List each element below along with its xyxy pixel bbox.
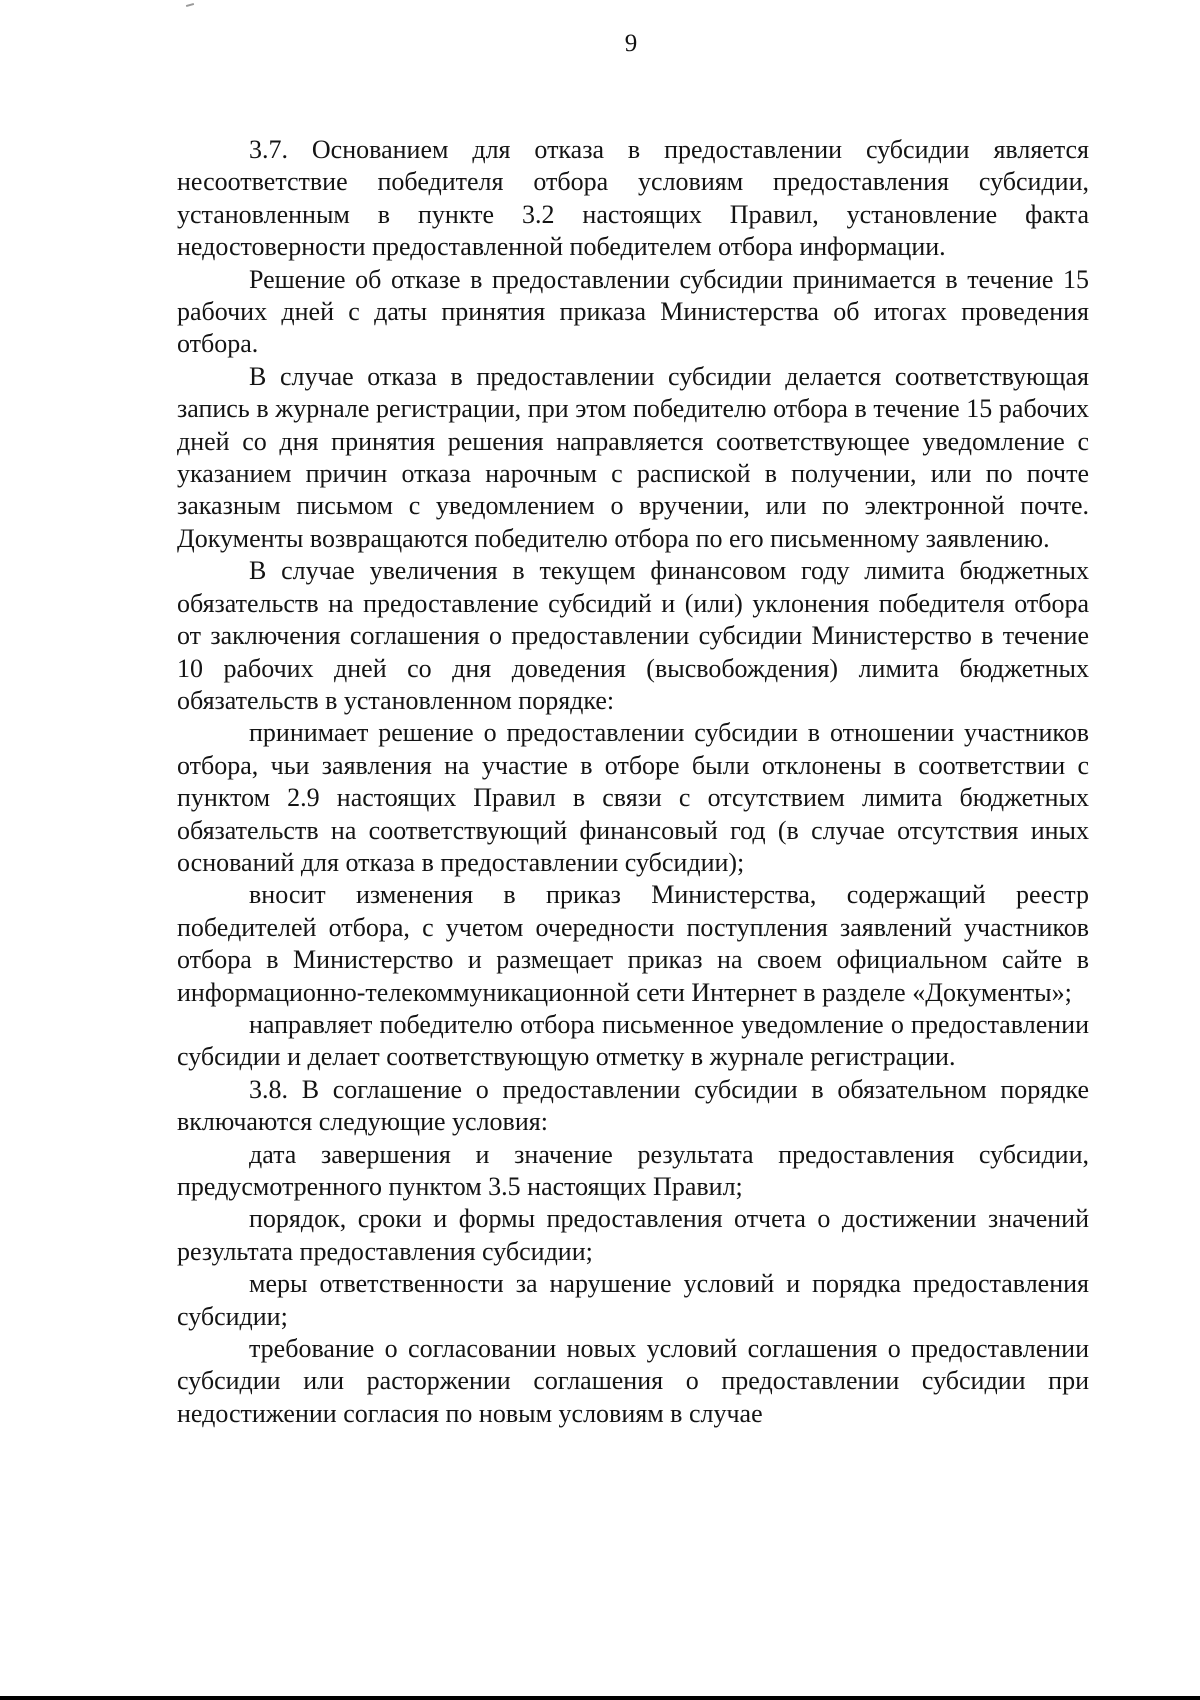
paragraph-liability-measures: меры ответственности за нарушение условий и порядка предоставления субсидии; <box>177 1269 1089 1331</box>
paragraph-amends-order: вносит изменения в приказ Министерства, содержащий реестр победителей отбора, с учетом очередности поступления заявлений участников отбора в Министерство и размещает приказ на своем официальном сайте в информационно-телекоммуникационной сети Интернет в разделе «Документы»; <box>177 880 1089 1007</box>
paragraph-report-procedure: порядок, сроки и формы предоставления отчета о достижении значений результата предоставления субсидии; <box>177 1204 1089 1266</box>
scan-bottom-edge <box>0 1696 1200 1700</box>
paragraph-accepts-decision: принимает решение о предоставлении субсидии в отношении участников отбора, чьи заявления на участие в отборе были отклонены в соответствии с пунктом 2.9 настоящих Правил в связи с отсутствием лимита бюджетных обязательств на соответствующий финансовый год (в случае отсутствия иных оснований для отказа в предоставлении субсидии); <box>177 718 1089 877</box>
page-number: 9 <box>624 30 638 57</box>
paragraph-limit-increase: В случае увеличения в текущем финансовом году лимита бюджетных обязательств на предоставление субсидий и (или) уклонения победителя отбора от заключения соглашения о предоставлении субсидии Министерство в течение 10 рабочих дней со дня доведения (высвобождения) лимита бюджетных обязательств в установленном порядке: <box>177 556 1089 715</box>
scan-artifact <box>186 3 194 7</box>
document-body <box>177 134 1089 1430</box>
paragraph-refusal-notification: В случае отказа в предоставлении субсидии делается соответствующая запись в журнале регистрации, при этом победителю отбора в течение 15 рабочих дней со дня принятия решения направляется соответствующее уведомление с указанием причин отказа нарочным с распиской в получении, или по почте заказным письмом с уведомлением о вручении, или по электронной почте. Документы возвращаются победителю отбора по его письменному заявлению. <box>177 361 1089 553</box>
paragraph-sends-notice: направляет победителю отбора письменное уведомление о предоставлении субсидии и делает соответствующую отметку в журнале регистрации. <box>177 1009 1089 1072</box>
paragraph-3-8-agreement-terms: 3.8. В соглашение о предоставлении субсидии в обязательном порядке включаются следующие условия: <box>177 1074 1089 1137</box>
paragraph-refusal-decision-term: Решение об отказе в предоставлении субсидии принимается в течение 15 рабочих дней с даты принятия приказа Министерства об итогах проведения отбора. <box>177 264 1089 359</box>
paragraph-new-conditions-requirement: требование о согласовании новых условий соглашения о предоставлении субсидии или расторжении соглашения о предоставлении субсидии при недостижении согласия по новым условиям в случае <box>177 1334 1089 1428</box>
paragraph-3-7-refusal-grounds: 3.7. Основанием для отказа в предоставлении субсидии является несоответствие победителя отбора условиям предоставления субсидии, установленным в пункте 3.2 настоящих Правил, установление факта недостоверности предоставленной победителем отбора информации. <box>177 135 1089 262</box>
paragraph-completion-date: дата завершения и значение результата предоставления субсидии, предусмотренного пунктом 3.5 настоящих Правил; <box>177 1139 1089 1201</box>
